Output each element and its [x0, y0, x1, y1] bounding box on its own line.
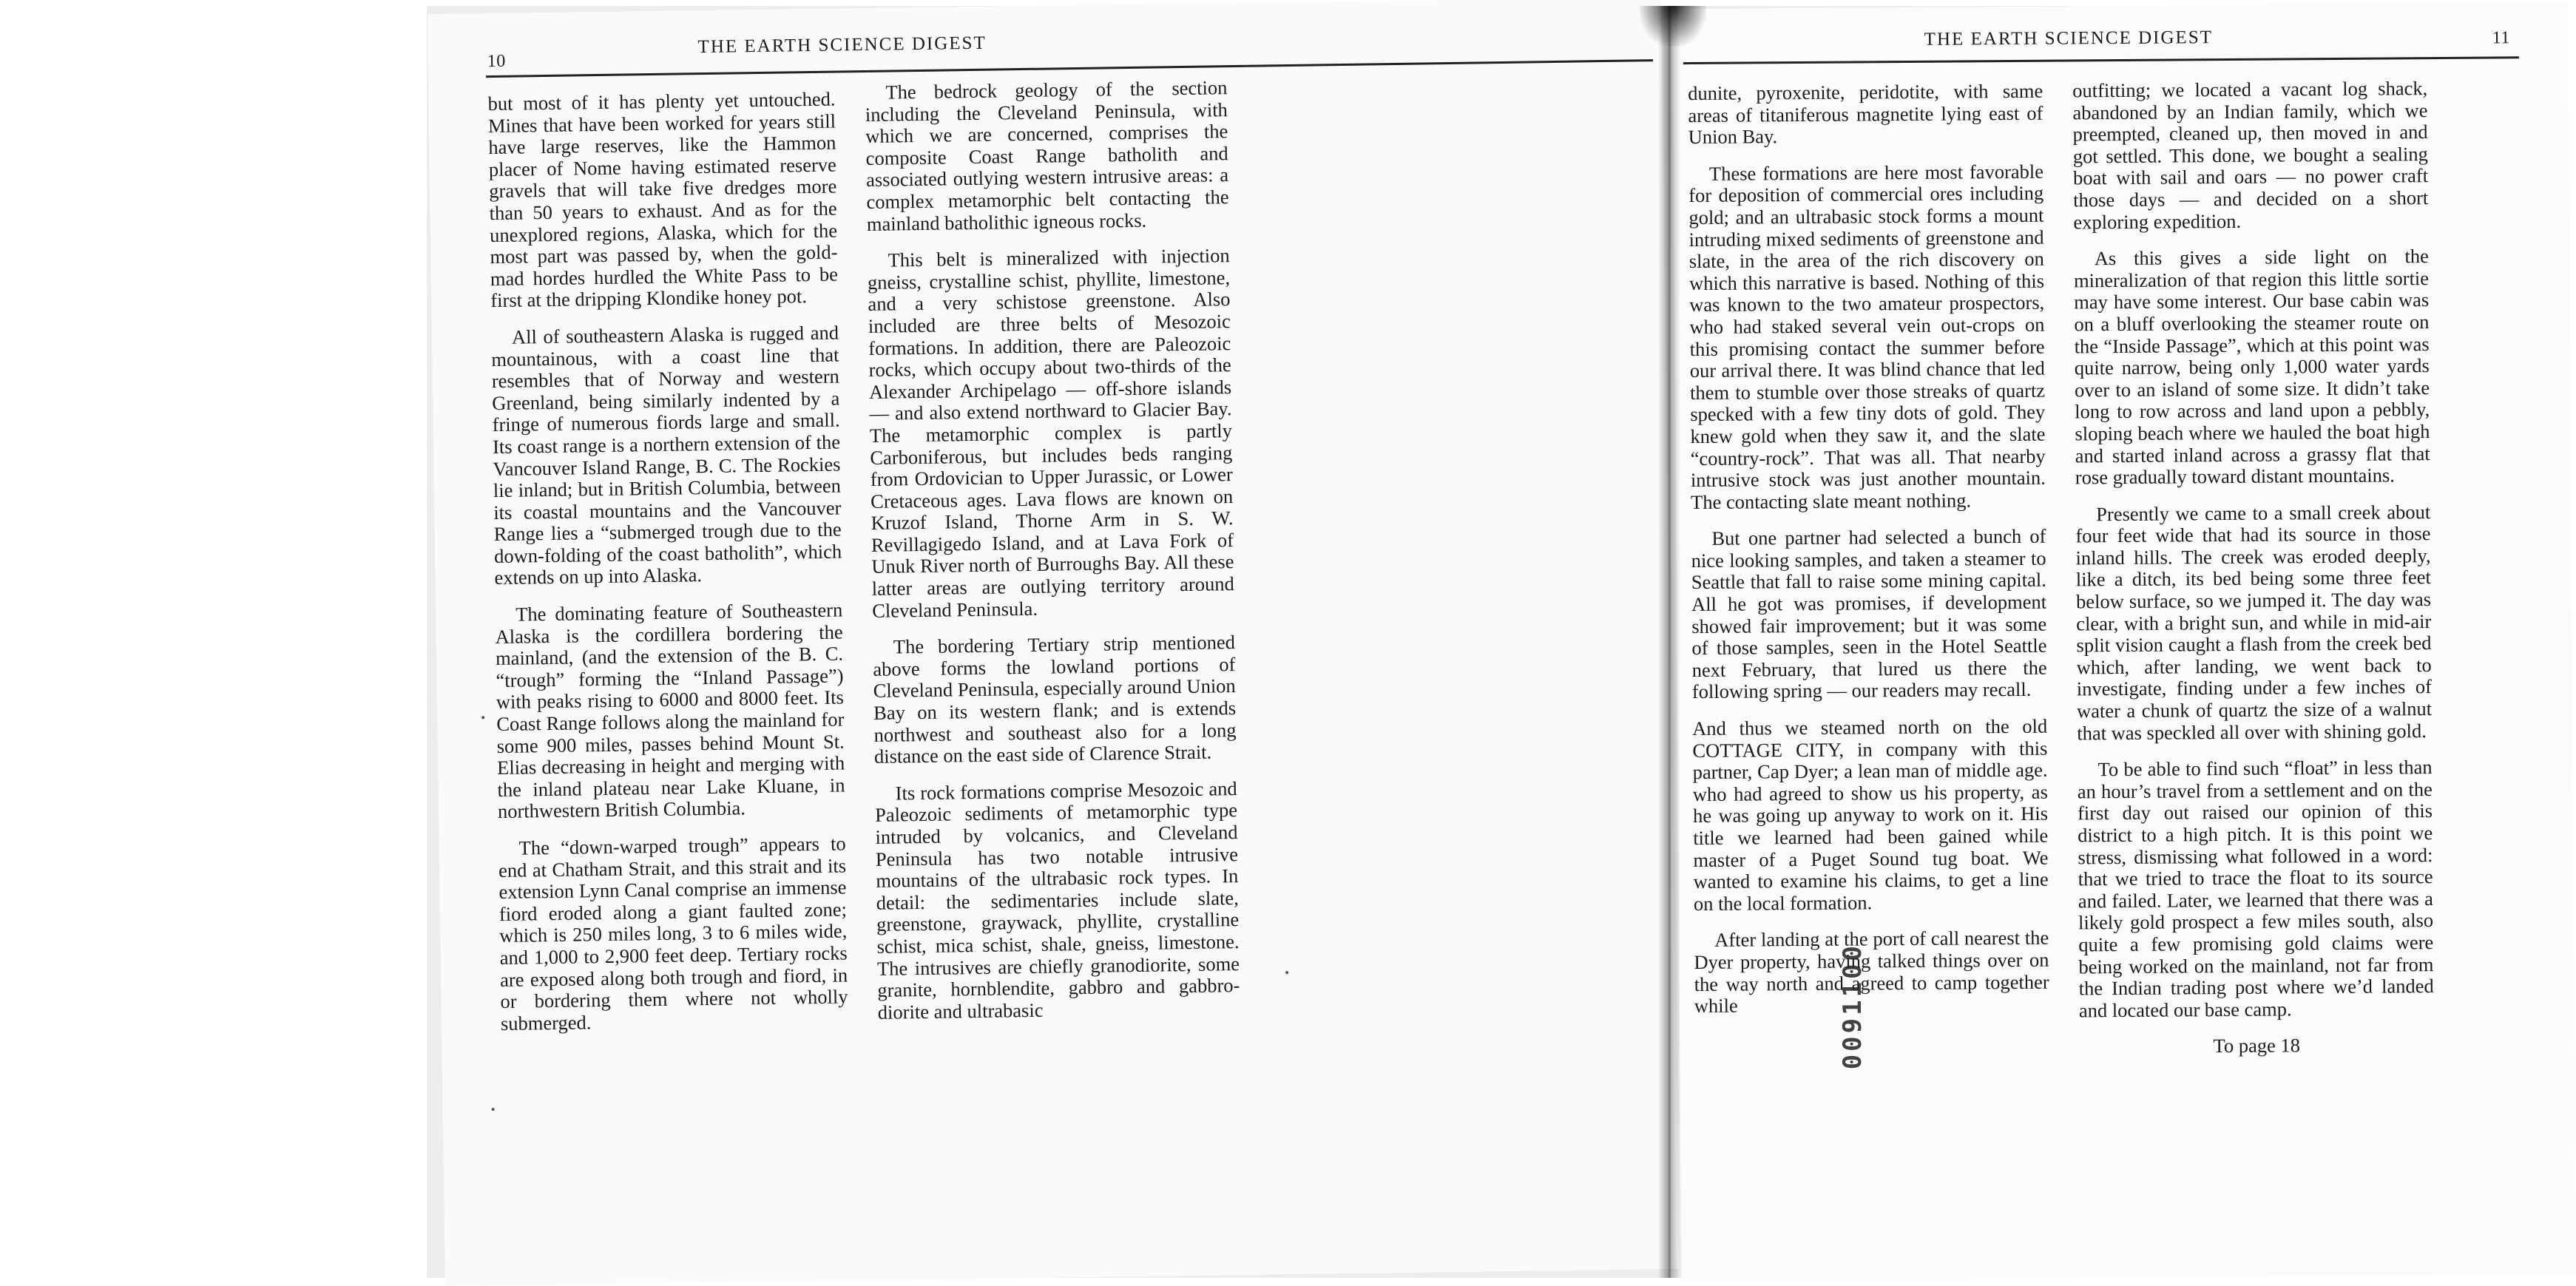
page-number-left: 10	[487, 51, 506, 72]
left-page-column-1	[487, 89, 848, 1050]
paragraph: But one partner had selected a bunch of nice looking samples, and taken a steamer to Seattle that fall to raise some mining capital. All he got was promises, if development showed fair improvement; but it was some of those samples, seen in the Hotel Seattle next February, that lured us there the following spring — our readers may recall.	[1691, 524, 2047, 703]
right-page-column-2	[2072, 78, 2434, 1073]
running-header-right: THE EARTH SCIENCE DIGEST	[1924, 27, 2214, 50]
left-page-column-2	[865, 77, 1240, 1038]
archive-stamp: 0091100	[1838, 943, 1867, 1070]
paragraph: To be able to find such “float” in less than an hour’s travel from a settlement and on the first day out raised our opinion of this district to a high pitch. It is this point we stress, dismissing what followed in a word: that we tried to trace the float to its source and failed. Later, we learned that there was a likely gold prospect a few miles south, also quite a few promising gold claims were being worked on the mainland, not far from the Indian trading post where we’d landed and located our base camp.	[2077, 756, 2434, 1022]
right-page-column-1	[1688, 81, 2049, 1032]
paragraph: Its rock formations comprise Mesozoic and Paleozoic sediments of metamorphic type intruded by volcanics, and Cleveland Peninsula has two notable intrusive mountains of the ultrabasic rock types. In detail: the sedimentaries include slate, greenstone, graywack, phyllite, crystalline schist, mica schist, shale, gneiss, limestone. The intrusives are chiefly granodiorite, some granite, hornblendite, gabbro and gabbro-diorite and ultrabasic	[874, 776, 1240, 1023]
book-gutter-shadow	[1658, 6, 1680, 1278]
paragraph: The “down-warped trough” appears to end at Chatham Strait, and this strait and its extension Lynn Canal comprise an immense fiord eroded along a giant faulted zone; which is 250 miles long, 3 to 6 miles wide, and 1,000 to 2,900 feet deep. Tertiary rocks are exposed along both trough and fiord, in or bordering them where not wholly submerged.	[498, 832, 848, 1035]
paragraph: The bordering Tertiary strip mentioned above forms the lowland portions of Cleveland Peninsula, especially around Union Bay on its western flank; and is extends northwest and southeast also for a long distance on the east side of Clarence Strait.	[873, 631, 1237, 768]
right-page	[1672, 3, 2576, 1281]
left-page	[427, 0, 1679, 1286]
book-gutter-shadow-top	[1640, 6, 1706, 47]
header-rule-right	[1683, 56, 2519, 64]
paragraph: dunite, pyroxenite, peridotite, with same areas of titaniferous magnetite lying east of Union Bay.	[1688, 79, 2043, 149]
paragraph: These formations are here most favorable for deposition of commercial ores including gold; and an ultrabasic stock forms a mount intruding mixed sediments of greenstone and slate, in the area of the rich discovery on which this narrative is based. Nothing of this was known to the two amateur prospectors, who had staked several vein out-crops on this promising contact the summer before our arrival there. It was blind chance that led them to stumble over those streaks of quartz specked with a few tiny dots of gold. They knew gold when they saw it, and the slate “country-rock”. That was all. That nearby intrusive stock was just another mountain. The contacting slate meant nothing.	[1688, 160, 2046, 513]
continuation-note: To page 18	[2213, 1034, 2301, 1057]
scan-speck	[481, 716, 484, 719]
scan-speck	[492, 1108, 495, 1111]
page-number-right: 11	[2492, 28, 2510, 48]
paragraph: All of southeastern Alaska is rugged and mountainous, with a coast line that resembles that of Norway and western Greenland, being similarly indented by a fringe of numerous fiords large and small. Its coast range is a northern extension of the Vancouver Island Range, B. C. The Rockies lie inland; but in British Columbia, between its coastal mountains and the Vancouver Range lies a “submerged trough due to the down-folding of the coast batholith”, which extends on up into Alaska.	[491, 321, 842, 589]
paragraph: but most of it has plenty yet untouched. Mines that have been worked for years still have large reserves, like the Hammon placer of Nome having estimated reserve gravels that will take five dredges more than 50 years to exhaust. And as for the unexplored regions, Alaska, which for the most part was passed by, when the gold-mad hordes hurdled the White Pass to be first at the dripping Klondike honey pot.	[487, 87, 839, 312]
paragraph: The dominating feature of Southeastern Alaska is the cordillera bordering the mainland, (and the extension of the B. C. “trough” forming the “Inland Passage”) with peaks rising to 6000 and 8000 feet. Its Coast Range follows along the mainland for some 900 miles, passes behind Mount St. Elias decreasing in height and merging with the inland plateau near Lake Kluane, in northwestern British Columbia.	[495, 598, 845, 823]
header-rule-left	[486, 59, 1653, 78]
paragraph: After landing at the port of call nearest the Dyer property, having talked things over on the way north and agreed to camp together while	[1694, 927, 2049, 1018]
paragraph: Presently we came to a small creek about four feet wide that had its source in those inland hills. The creek was eroded deeply, like a ditch, its bed being some three feet below surface, so we jumped it. The day was clear, with a bright sun, and while in mid-air split vision caught a flash from the creek bed which, after landing, we went back to investigate, finding under a few inches of water a chunk of quartz the size of a walnut that was speckled all over with shining gold.	[2075, 500, 2433, 745]
paragraph: And thus we steamed north on the old COTTAGE CITY, in company with this partner, Cap Dyer; a lean man of middle age. who had agreed to show us his property, as he was going up anyway to work on it. His title we learned had been gained while master of a Puget Sound tug boat. We wanted to examine his claims, to get a line on the local formation.	[1692, 714, 2049, 915]
paragraph: As this gives a side light on the mineralization of that region this little sortie may have some interest. Our base cabin was on a bluff overlooking the steamer route on the “Inside Passage”, which at this point was quite narrow, being only 1,000 water yards over to an island of some size. It didn’t take long to row across and land upon a pebbly, sloping beach where we hauled the boat high and started inland across a grassy flat that rose gradually toward distant mountains.	[2073, 245, 2430, 489]
scan-speck	[1285, 971, 1288, 974]
paragraph: This belt is mineralized with injection gneiss, crystalline schist, phyllite, limestone, and a very schistose greenstone. Also included are three belts of Mesozoic formations. In addition, there are Paleozoic rocks, which occupy about two-thirds of the Alexander Archipelago — off-shore islands — and also extend northward to Glacier Bay. The metamorphic complex is partly Carboniferous, but includes beds ranging from Ordovician to Upper Jurassic, or Lower Cretaceous ages. Lava flows are known on Kruzof Island, Thorne Arm in S. W. Revillagigedo Island, and at Lava Fork of Unuk River north of Burroughs Bay. All these latter areas are outlying territory around Cleveland Peninsula.	[867, 244, 1234, 622]
paragraph: The bedrock geology of the section including the Cleveland Peninsula, with which we are concerned, comprises the composite Coast Range batholith and associated outlying western intrusive areas: a complex metamorphic belt contacting the mainland batholithic igneous rocks.	[865, 76, 1229, 235]
paragraph: outfitting; we located a vacant log shack, abandoned by an Indian family, which we preempted, cleaned up, then moved in and got settled. This done, we bought a sealing boat with sail and oars — no power craft those days — and decided on a short exploring expedition.	[2072, 77, 2429, 233]
running-header-left: THE EARTH SCIENCE DIGEST	[697, 33, 987, 58]
scanned-spread	[427, 6, 2510, 1278]
